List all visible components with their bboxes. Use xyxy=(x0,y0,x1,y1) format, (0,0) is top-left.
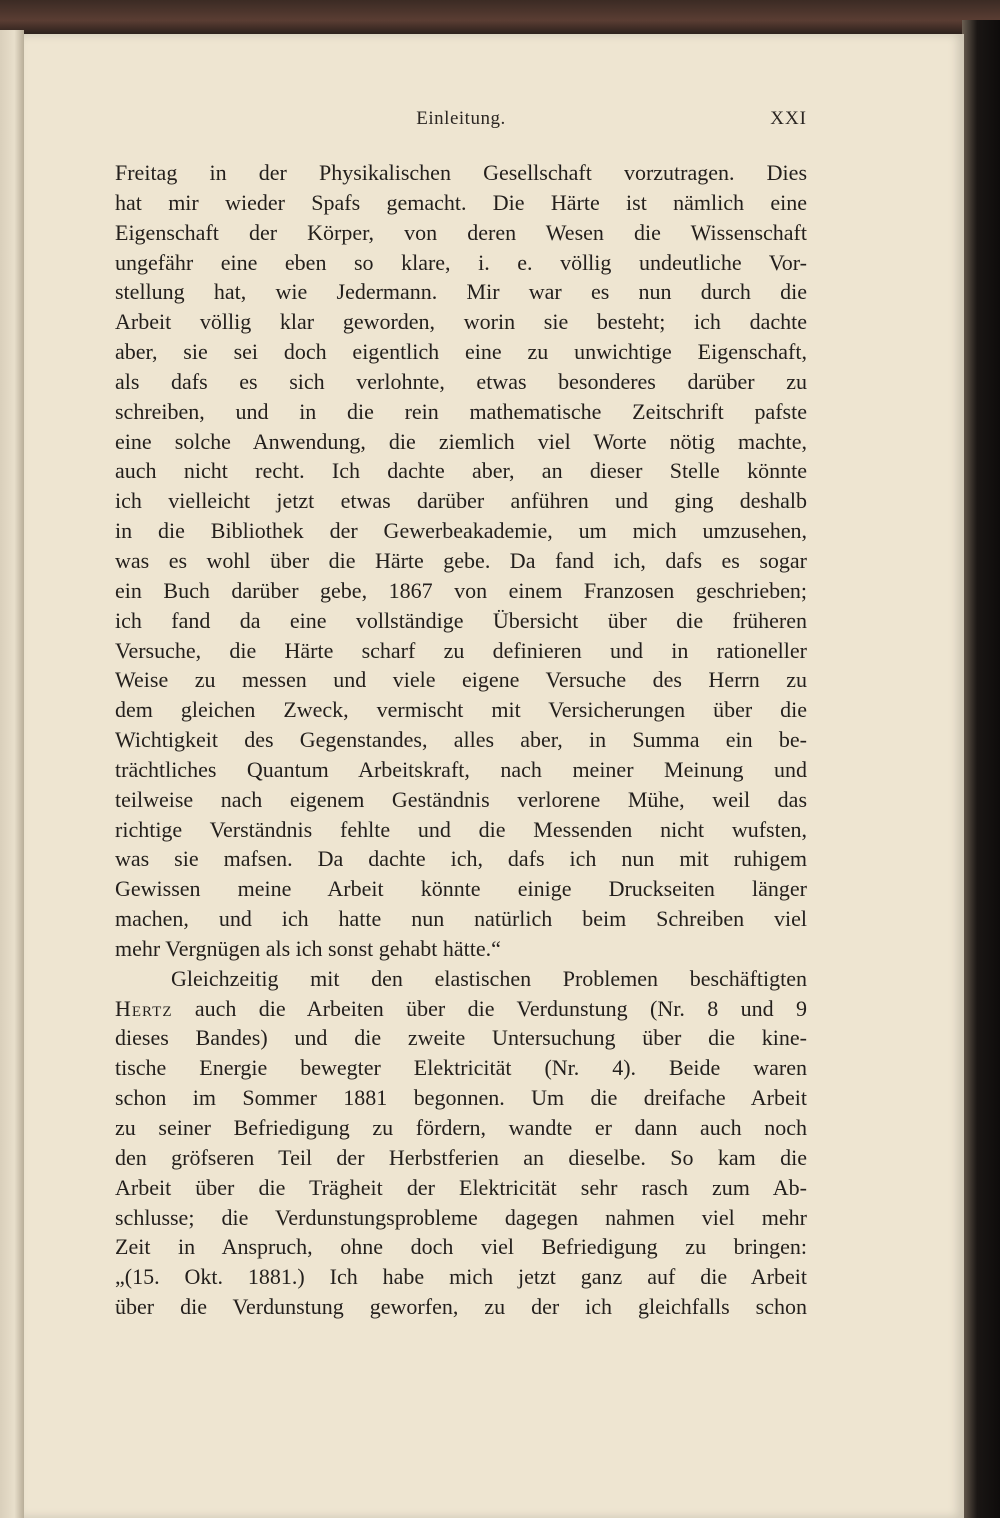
text-line-content: dem gleichen Zweck, vermischt mit Versicherungen über die xyxy=(115,697,807,723)
text-line xyxy=(115,576,807,606)
text-line-content: auch nicht recht. Ich dachte aber, an dieser Stelle könnte xyxy=(115,458,807,484)
text-line xyxy=(115,1262,807,1292)
text-line-content: machen, und ich hatte nun natürlich beim Schreiben viel xyxy=(115,906,807,932)
text-line-content: in die Bibliothek der Gewerbeakademie, um mich umzusehen, xyxy=(115,518,807,544)
text-line xyxy=(115,665,807,695)
text-line xyxy=(115,188,807,218)
text-line xyxy=(115,218,807,248)
text-line-content: schreiben, und in die rein mathematische Zeitschrift pafste xyxy=(115,398,807,424)
text-line xyxy=(115,1113,807,1143)
text-line-content: Arbeit über die Trägheit der Elektricität sehr rasch zum Ab- xyxy=(115,1174,807,1200)
book-top-edge xyxy=(0,0,1000,34)
text-line-content: zu seiner Befriedigung zu fördern, wandte er dann auch noch xyxy=(115,1115,807,1140)
text-line-content: ein Buch darüber gebe, 1867 von einem Franzosen geschrieben; xyxy=(115,577,807,603)
text-line xyxy=(115,1053,807,1083)
text-line xyxy=(115,606,807,636)
facing-page-edge xyxy=(0,30,24,1518)
text-line xyxy=(115,725,807,755)
text-line xyxy=(115,1232,807,1262)
text-line xyxy=(115,486,807,516)
text-line-content: Eigenschaft der Körper, von deren Wesen die Wissenschaft xyxy=(115,219,807,245)
text-line xyxy=(115,695,807,725)
text-line-content: schon im Sommer 1881 begonnen. Um die dreifache Arbeit xyxy=(115,1085,807,1111)
text-line-content: Wichtigkeit des Gegenstandes, alles aber, in Summa ein be- xyxy=(115,727,807,753)
text-line xyxy=(115,964,807,994)
text-line xyxy=(115,1203,807,1233)
text-line xyxy=(115,516,807,546)
text-line xyxy=(115,307,807,337)
text-line-content: tische Energie bewegter Elektricität (Nr. 4). Beide waren xyxy=(115,1055,807,1081)
text-line xyxy=(115,277,807,307)
text-line xyxy=(115,158,807,188)
text-line xyxy=(115,934,807,964)
text-line-content: „(15. Okt. 1881.) Ich habe mich jetzt ganz auf die Arbeit xyxy=(115,1264,807,1290)
page-body-text xyxy=(115,158,807,1322)
text-line xyxy=(115,636,807,666)
text-line-content: Zeit in Anspruch, ohne doch viel Befriedigung zu bringen: xyxy=(115,1234,807,1260)
text-line xyxy=(115,546,807,576)
text-line xyxy=(115,1173,807,1203)
text-line-content: aber, sie sei doch eigentlich eine zu unwichtige Eigenschaft, xyxy=(115,339,807,365)
text-line xyxy=(115,874,807,904)
paragraph xyxy=(115,158,807,964)
text-line-content: ich fand da eine vollständige Übersicht über die früheren xyxy=(115,607,807,633)
text-line-content: ungefähr eine eben so klare, i. e. völlig undeutliche Vor- xyxy=(115,249,807,275)
book-binding-edge xyxy=(962,20,1000,1518)
text-line xyxy=(115,456,807,486)
text-line xyxy=(115,248,807,278)
text-line-content: Freitag in der Physikalischen Gesellschaft vorzutragen. Dies xyxy=(115,160,807,185)
text-line-content: was sie mafsen. Da dachte ich, dafs ich nun mit ruhigem xyxy=(115,846,807,872)
text-line xyxy=(115,337,807,367)
text-line xyxy=(115,1143,807,1173)
text-line-content: den gröfseren Teil der Herbstferien an dieselbe. So kam die xyxy=(115,1144,807,1170)
text-line-content: dieses Bandes) und die zweite Untersuchung über die kine- xyxy=(115,1025,807,1051)
author-name-smallcaps: Hertz xyxy=(115,995,173,1021)
text-line-content: ich vielleicht jetzt etwas darüber anführen und ging deshalb xyxy=(115,488,807,514)
text-line-content: trächtliches Quantum Arbeitskraft, nach meiner Meinung und xyxy=(115,756,807,782)
text-line-content: als dafs es sich verlohnte, etwas besonderes darüber zu xyxy=(115,368,807,394)
text-line-content: hat mir wieder Spafs gemacht. Die Härte ist nämlich eine xyxy=(115,189,807,215)
page-header xyxy=(115,108,807,134)
text-line-content: Gewissen meine Arbeit könnte einige Druckseiten länger xyxy=(115,876,807,902)
running-head: Einleitung. xyxy=(416,108,506,129)
text-line-content: mehr Vergnügen als ich sonst gehabt hätte.“ xyxy=(115,935,501,961)
text-line xyxy=(115,367,807,397)
text-line-content: Versuche, die Härte scharf zu definieren und in rationeller xyxy=(115,637,807,663)
text-line xyxy=(115,844,807,874)
text-line xyxy=(115,427,807,457)
text-line xyxy=(115,994,807,1024)
text-line xyxy=(115,785,807,815)
text-line xyxy=(115,755,807,785)
text-line-content: stellung hat, wie Jedermann. Mir war es nun durch die xyxy=(115,279,807,305)
text-line xyxy=(115,397,807,427)
text-line-content: schlusse; die Verdunstungsprobleme dagegen nahmen viel mehr xyxy=(115,1204,807,1230)
text-line-content: Weise zu messen und viele eigene Versuche des Herrn zu xyxy=(115,667,807,693)
text-line xyxy=(115,1023,807,1053)
text-line xyxy=(115,904,807,934)
text-line-content: eine solche Anwendung, die ziemlich viel Worte nötig machte, xyxy=(115,428,807,454)
text-line-content: Gleichzeitig mit den elastischen Problemen beschäftigten xyxy=(171,965,807,991)
text-line-content: auch die Arbeiten über die Verdunstung (Nr. 8 und 9 xyxy=(194,995,807,1021)
text-line-content: richtige Verständnis fehlte und die Messenden nicht wufsten, xyxy=(115,816,807,842)
page-number: XXI xyxy=(770,108,807,129)
text-line xyxy=(115,1292,807,1322)
text-line-content: teilweise nach eigenem Geständnis verlorene Mühe, weil das xyxy=(115,786,807,812)
text-line xyxy=(115,1083,807,1113)
text-line xyxy=(115,815,807,845)
text-line-content: Arbeit völlig klar geworden, worin sie besteht; ich dachte xyxy=(115,309,807,335)
paragraph xyxy=(115,964,807,1322)
text-line-content: über die Verdunstung geworfen, zu der ich gleichfalls schon xyxy=(115,1294,807,1320)
text-line-content: was es wohl über die Härte gebe. Da fand ich, dafs es sogar xyxy=(115,547,807,573)
